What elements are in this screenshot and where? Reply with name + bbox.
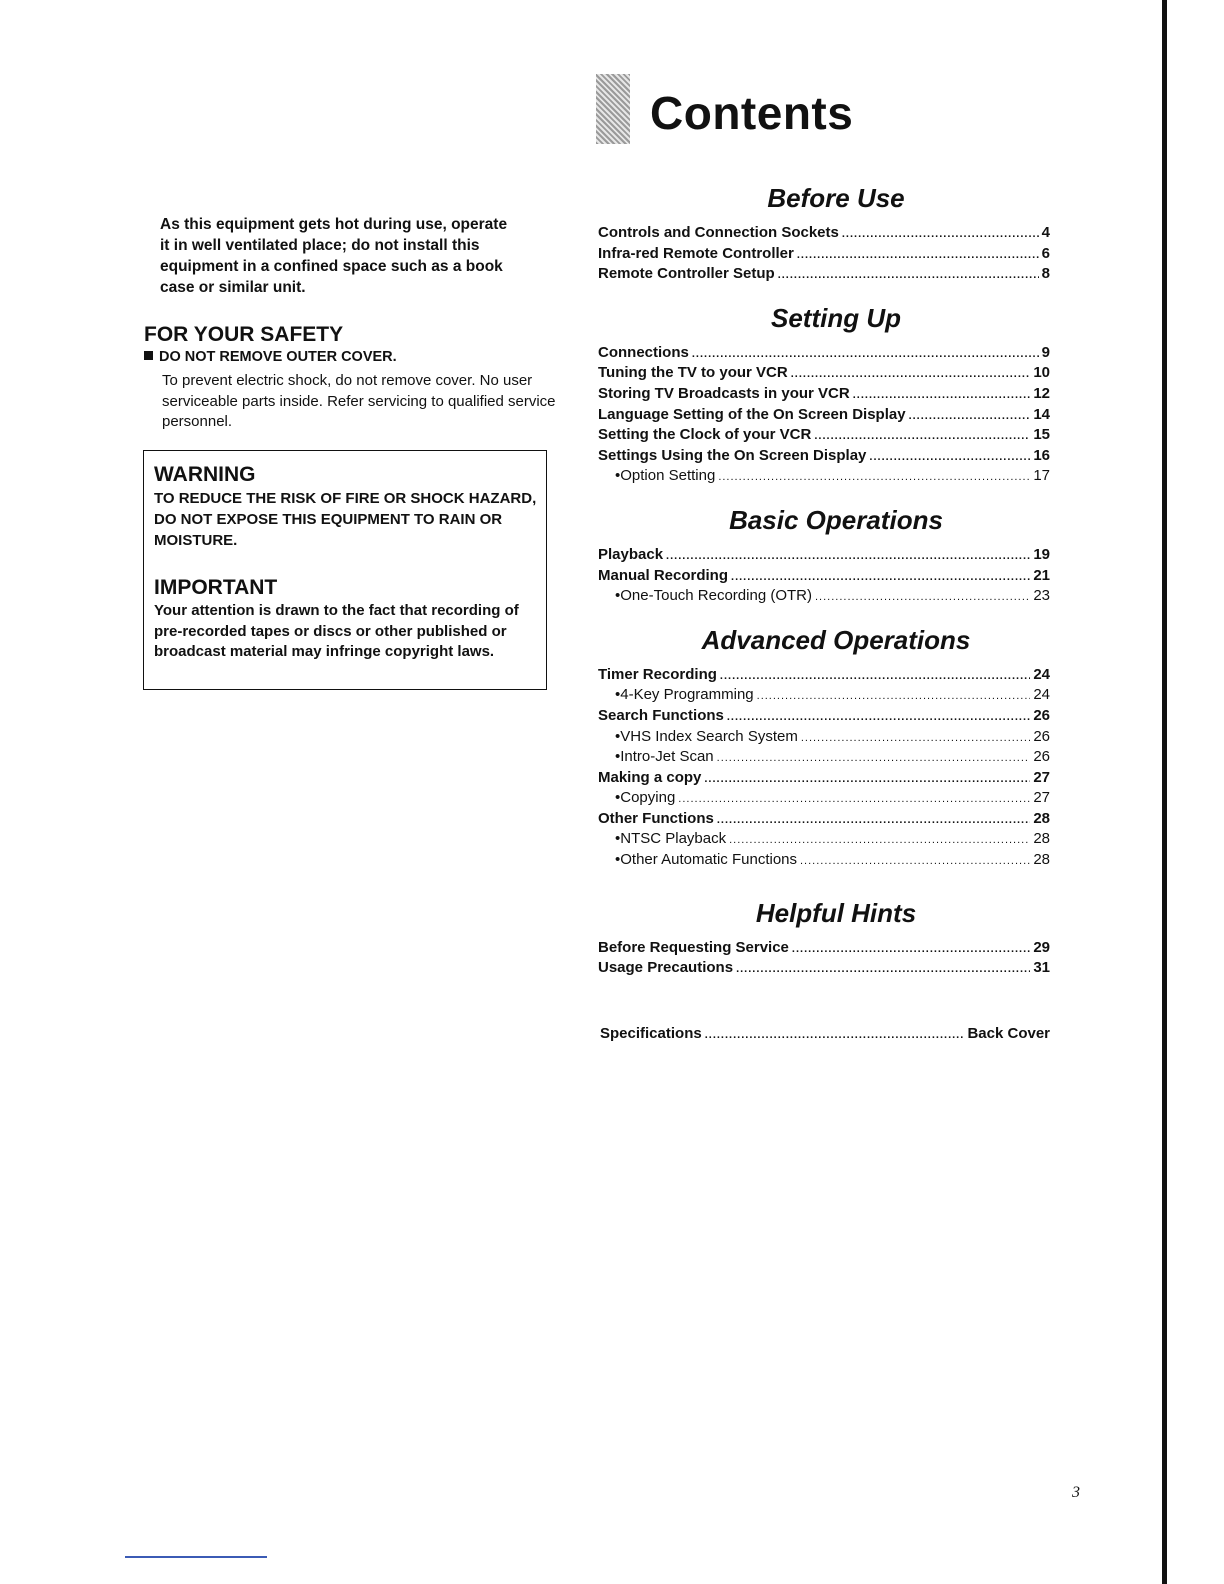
entry-label: •NTSC Playback [615,830,727,848]
heat-notice: As this equipment gets hot during use, operate it in well ventilated place; do not install this equipment in a confined space such as a book case or similar unit. [160,216,508,296]
entry-label: •VHS Index Search System [615,727,798,745]
entry-page: 24 [1033,665,1050,683]
entry-label: Other Functions [598,809,714,827]
toc-subentry[interactable] [598,829,1050,850]
toc-entry[interactable] [598,706,1050,727]
dot-leader [720,666,1030,687]
toc-subentry[interactable] [598,466,1050,487]
toc-entry[interactable] [598,665,1050,686]
entry-page: 10 [1033,364,1050,382]
dot-leader [815,587,1030,608]
dot-leader [692,344,1039,365]
dot-leader [718,467,1030,488]
dot-leader [717,748,1031,769]
entry-label: Playback [598,545,664,563]
toc-entry[interactable] [598,343,1050,364]
section-advanced-operations [598,624,1050,871]
square-bullet-icon [144,351,153,360]
dot-leader [757,686,1031,707]
entry-page: 15 [1033,426,1050,444]
entry-page: 27 [1033,789,1050,807]
entry-page: 26 [1033,748,1050,766]
entry-page: 12 [1033,384,1050,402]
entry-label: Before Requesting Service [598,938,789,956]
entry-label: Usage Precautions [598,959,734,977]
entry-label: Making a copy [598,768,702,786]
dot-leader [705,1025,965,1046]
dot-leader [717,810,1030,831]
warning-title: WARNING [154,463,256,486]
dot-leader [792,939,1030,960]
toc-entry[interactable] [598,938,1050,959]
toc-entry[interactable] [598,545,1050,566]
entry-page: 8 [1041,265,1050,283]
dot-leader [778,265,1039,286]
entry-label: Tuning the TV to your VCR [598,364,788,382]
toc-entry[interactable] [598,566,1050,587]
warning-box [143,450,547,690]
dot-leader [801,728,1030,749]
entry-label: •One-Touch Recording (OTR) [615,587,812,605]
entry-label: Connections [598,343,689,361]
dot-leader [736,959,1030,980]
entry-label: Search Functions [598,706,724,724]
table-of-contents [598,182,1050,996]
entry-label: Infra-red Remote Controller [598,244,794,262]
entry-label: Language Setting of the On Screen Display [598,405,906,423]
dot-leader [909,406,1031,427]
entry-page: 28 [1033,809,1050,827]
dot-leader [791,364,1031,385]
entry-label: Manual Recording [598,566,729,584]
entry-label: •Intro-Jet Scan [615,748,714,766]
section-heading: Basic Operations [729,504,943,535]
entry-page: 21 [1033,566,1050,584]
dot-leader [797,245,1039,266]
safety-title: FOR YOUR SAFETY [144,323,344,346]
entry-label: •Copying [615,789,676,807]
toc-entry[interactable] [598,223,1050,244]
entry-page: 23 [1033,587,1050,605]
section-heading: Setting Up [771,302,901,333]
toc-entry[interactable] [598,425,1050,446]
entry-page: Back Cover [967,1025,1050,1042]
toc-subentry[interactable] [598,788,1050,809]
dot-leader [800,851,1030,872]
bottom-blue-line [125,1556,267,1558]
section-heading: Advanced Operations [701,624,971,655]
toc-subentry[interactable] [598,685,1050,706]
dot-leader [704,769,1030,790]
toc-entry[interactable] [598,244,1050,265]
section-heading: Helpful Hints [755,897,917,928]
entry-label: •Other Automatic Functions [615,851,797,869]
entry-label: •4-Key Programming [615,686,754,704]
toc-entry[interactable] [598,809,1050,830]
safety-cover-warning [144,349,397,365]
entry-label: Settings Using the On Screen Display [598,446,867,464]
toc-subentry[interactable] [598,727,1050,748]
dot-leader [729,830,1030,851]
entry-page: 4 [1041,224,1050,241]
section-before-use [598,182,1050,285]
safety-text: To prevent electric shock, do not remove cover. No user serviceable parts inside. Refer servicing to qualified service personnel. [162,372,556,430]
entry-page: 27 [1033,768,1050,786]
section-heading: Before Use [767,183,905,213]
entry-page: 19 [1033,545,1050,563]
toc-entry[interactable] [598,363,1050,384]
entry-label: Setting the Clock of your VCR [598,426,812,444]
dot-leader [678,789,1030,810]
toc-entry[interactable] [598,405,1050,426]
toc-entry[interactable] [598,446,1050,467]
important-title: IMPORTANT [154,576,278,599]
toc-entry[interactable] [598,958,1050,979]
section-basic-operations [598,504,1050,607]
toc-subentry[interactable] [598,586,1050,607]
entry-label: Storing TV Broadcasts in your VCR [598,384,850,402]
dot-leader [869,447,1030,468]
safety-cover-text: DO NOT REMOVE OUTER COVER. [159,349,397,365]
entry-label: Specifications [600,1025,702,1042]
dot-leader [853,385,1031,406]
entry-page: 26 [1033,727,1050,745]
entry-page: 24 [1033,686,1050,704]
entry-label: Remote Controller Setup [598,265,775,283]
entry-page: 16 [1033,446,1050,464]
warning-text: TO REDUCE THE RISK OF FIRE OR SHOCK HAZARD, DO NOT EXPOSE THIS EQUIPMENT TO RAIN OR MOISTURE. [154,490,537,549]
entry-page: 6 [1041,244,1050,262]
entry-page: 31 [1033,959,1050,977]
specifications-entry[interactable] [600,1024,1050,1045]
entry-label: Timer Recording [598,665,717,683]
entry-page: 26 [1033,706,1050,724]
toc-entry[interactable] [598,768,1050,789]
entry-label: •Option Setting [615,467,716,485]
entry-page: 28 [1033,851,1050,869]
entry-page: 17 [1033,467,1050,485]
entry-page: 29 [1033,938,1050,956]
title-marker-block [596,74,630,144]
important-text: Your attention is drawn to the fact that recording of pre-recorded tapes or discs or other published or broadcast material may infringe copyright laws. [154,602,519,660]
dot-leader [842,224,1039,245]
dot-leader [727,707,1030,728]
toc-entry[interactable] [600,1024,1050,1045]
entry-page: 14 [1033,405,1050,423]
toc-entry[interactable] [598,264,1050,285]
dot-leader [814,426,1030,447]
toc-subentry[interactable] [598,747,1050,768]
dot-leader [666,546,1030,567]
entry-page: 28 [1033,830,1050,848]
toc-entry[interactable] [598,384,1050,405]
page-title: Contents [650,87,854,139]
toc-subentry[interactable] [598,850,1050,871]
entry-label: Controls and Connection Sockets [598,224,839,241]
section-setting-up [598,302,1050,487]
entry-page: 9 [1041,343,1050,361]
dot-leader [731,567,1030,588]
right-edge-rule [1162,0,1167,1584]
section-helpful-hints [598,897,1050,979]
page-number: 3 [1072,1484,1080,1501]
